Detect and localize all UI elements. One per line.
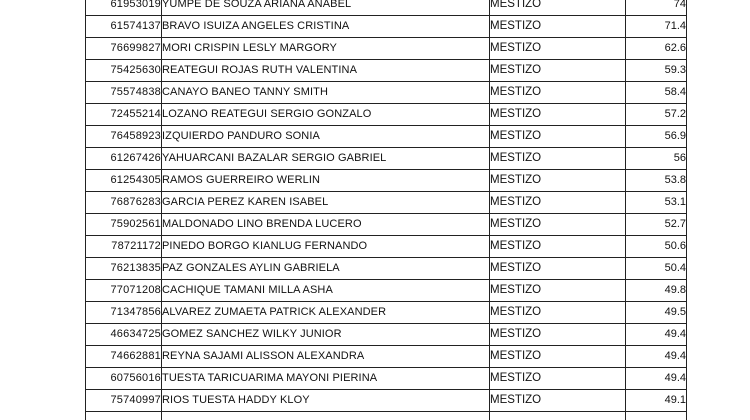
dni-cell: 76213835	[86, 258, 162, 280]
score-cell: 50.4	[626, 258, 687, 280]
table-row	[86, 390, 687, 412]
score-cell: 49.4	[626, 346, 687, 368]
name-cell: PINEDO BORGO KIANLUG FERNANDO	[162, 236, 490, 258]
table-row	[86, 148, 687, 170]
name-cell: RAMOS GUERREIRO WERLIN	[162, 170, 490, 192]
results-table-body	[86, 0, 687, 420]
name-cell: ALVAREZ ZUMAETA PATRICK ALEXANDER	[162, 302, 490, 324]
dni-cell: 74662881	[86, 346, 162, 368]
ethnicity-cell: MESTIZO	[490, 170, 626, 192]
dni-cell: 60756016	[86, 368, 162, 390]
dni-cell: 61254305	[86, 170, 162, 192]
table-row	[86, 192, 687, 214]
dni-cell: 75740997	[86, 390, 162, 412]
ethnicity-cell: MESTIZO	[490, 324, 626, 346]
ethnicity-cell: MESTIZO	[490, 346, 626, 368]
table-row	[86, 302, 687, 324]
score-cell: 49.5	[626, 302, 687, 324]
name-cell: PAZ GONZALES AYLIN GABRIELA	[162, 258, 490, 280]
name-cell: CANAYO BANEO TANNY SMITH	[162, 82, 490, 104]
ethnicity-cell: MESTIZO	[490, 82, 626, 104]
name-cell: LOZANO REATEGUI SERGIO GONZALO	[162, 104, 490, 126]
dni-cell: 61267426	[86, 148, 162, 170]
score-cell: 53.8	[626, 170, 687, 192]
ethnicity-cell: MESTIZO	[490, 104, 626, 126]
table-row	[86, 126, 687, 148]
name-cell: YAHUARCANI BAZALAR SERGIO GABRIEL	[162, 148, 490, 170]
dni-cell: 72455214	[86, 104, 162, 126]
dni-cell: 75902561	[86, 214, 162, 236]
score-cell: 62.6	[626, 38, 687, 60]
ethnicity-cell: MESTIZO	[490, 302, 626, 324]
dni-cell: 75425630	[86, 60, 162, 82]
table-row	[86, 412, 687, 420]
ethnicity-cell: MESTIZO	[490, 0, 626, 16]
score-cell: 53.1	[626, 192, 687, 214]
score-cell: 74	[626, 0, 687, 16]
table-row	[86, 214, 687, 236]
score-cell: 58.4	[626, 82, 687, 104]
dni-cell: 76458923	[86, 126, 162, 148]
table-row	[86, 104, 687, 126]
dni-cell: 76876283	[86, 192, 162, 214]
ethnicity-cell: MESTIZO	[490, 258, 626, 280]
score-cell: 57.2	[626, 104, 687, 126]
table-row	[86, 346, 687, 368]
score-cell: 71.4	[626, 16, 687, 38]
name-cell	[162, 412, 490, 420]
dni-cell: 61574137	[86, 16, 162, 38]
name-cell: REYNA SAJAMI ALISSON ALEXANDRA	[162, 346, 490, 368]
table-row	[86, 236, 687, 258]
table-row	[86, 38, 687, 60]
name-cell: RIOS TUESTA HADDY KLOY	[162, 390, 490, 412]
score-cell: 49.8	[626, 280, 687, 302]
table-row	[86, 16, 687, 38]
table-row	[86, 60, 687, 82]
ethnicity-cell: MESTIZO	[490, 148, 626, 170]
score-cell: 50.6	[626, 236, 687, 258]
table-row	[86, 258, 687, 280]
name-cell: TUESTA TARICUARIMA MAYONI PIERINA	[162, 368, 490, 390]
ethnicity-cell: MESTIZO	[490, 16, 626, 38]
ethnicity-cell: MESTIZO	[490, 126, 626, 148]
dni-cell: 46634725	[86, 324, 162, 346]
ethnicity-cell: MESTIZO	[490, 236, 626, 258]
name-cell: GOMEZ SANCHEZ WILKY JUNIOR	[162, 324, 490, 346]
table-row	[86, 368, 687, 390]
score-cell: 56.9	[626, 126, 687, 148]
results-table	[85, 0, 687, 420]
dni-cell: 75574838	[86, 82, 162, 104]
dni-cell: 71347856	[86, 302, 162, 324]
name-cell: REATEGUI ROJAS RUTH VALENTINA	[162, 60, 490, 82]
dni-cell	[86, 412, 162, 420]
ethnicity-cell: MESTIZO	[490, 390, 626, 412]
table-row	[86, 0, 687, 16]
table-row	[86, 324, 687, 346]
table-row	[86, 170, 687, 192]
name-cell: MALDONADO LINO BRENDA LUCERO	[162, 214, 490, 236]
score-cell: 52.7	[626, 214, 687, 236]
ethnicity-cell	[490, 412, 626, 420]
name-cell: IZQUIERDO PANDURO SONIA	[162, 126, 490, 148]
ethnicity-cell: MESTIZO	[490, 60, 626, 82]
score-cell: 49.4	[626, 324, 687, 346]
name-cell: BRAVO ISUIZA ANGELES CRISTINA	[162, 16, 490, 38]
ethnicity-cell: MESTIZO	[490, 214, 626, 236]
dni-cell: 76699827	[86, 38, 162, 60]
score-cell: 49.1	[626, 390, 687, 412]
name-cell: CACHIQUE TAMANI MILLA ASHA	[162, 280, 490, 302]
ethnicity-cell: MESTIZO	[490, 280, 626, 302]
name-cell: YUMPE DE SOUZA ARIANA ANABEL	[162, 0, 490, 16]
score-cell	[626, 412, 687, 420]
dni-cell: 77071208	[86, 280, 162, 302]
dni-cell: 61953019	[86, 0, 162, 16]
score-cell: 56	[626, 148, 687, 170]
score-cell: 49.4	[626, 368, 687, 390]
ethnicity-cell: MESTIZO	[490, 192, 626, 214]
table-row	[86, 280, 687, 302]
score-cell: 59.3	[626, 60, 687, 82]
ethnicity-cell: MESTIZO	[490, 38, 626, 60]
name-cell: GARCIA PEREZ KAREN ISABEL	[162, 192, 490, 214]
dni-cell: 78721172	[86, 236, 162, 258]
name-cell: MORI CRISPIN LESLY MARGORY	[162, 38, 490, 60]
table-row	[86, 82, 687, 104]
ethnicity-cell: MESTIZO	[490, 368, 626, 390]
